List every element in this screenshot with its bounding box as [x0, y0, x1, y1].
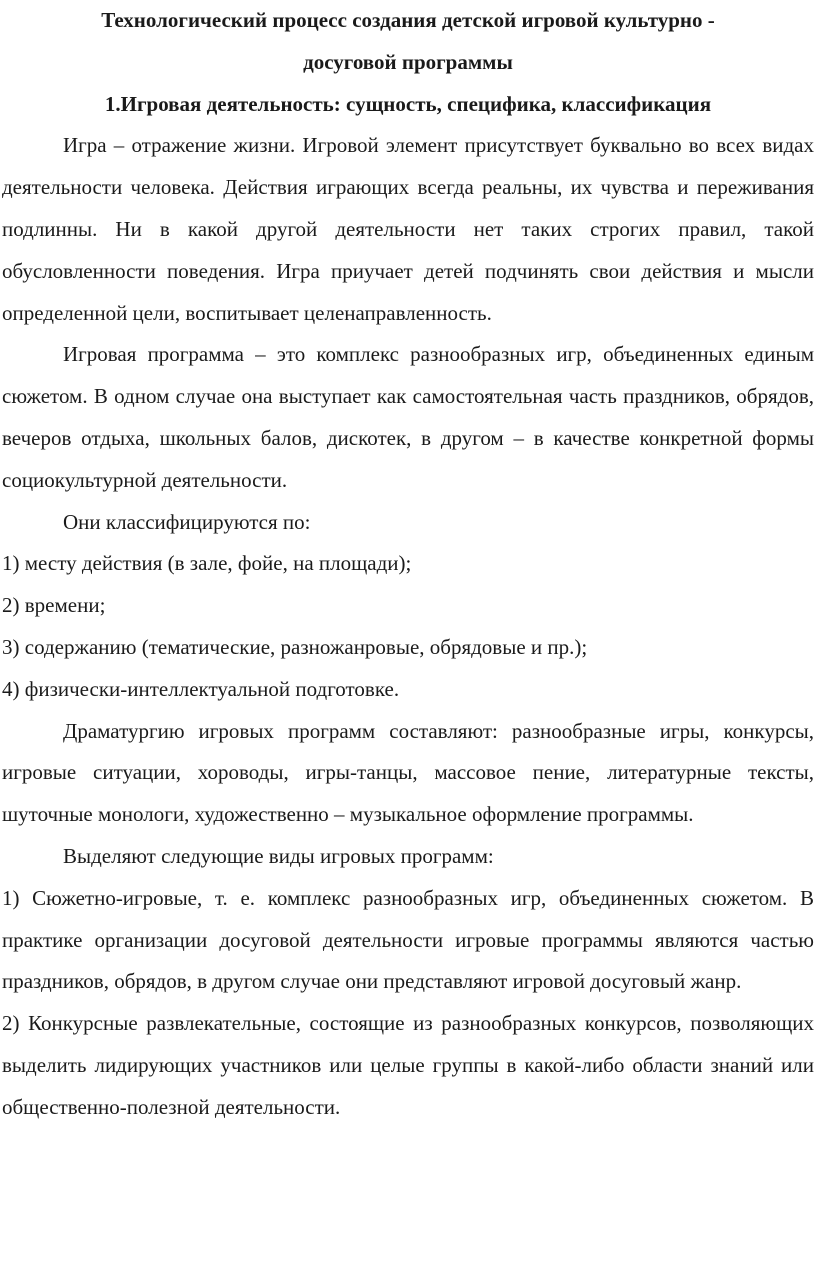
paragraph-game-program: Игровая программа – это комплекс разнообразных игр, объединенных единым сюжетом. В одном случае она выступает как самостоятельная часть праздников, обрядов, вечеров отдыха, школьных балов, дискотек, в другом – в качестве конкретной формы социокультурной деятельности.: [2, 342, 814, 492]
classification-item: 2) времени;: [2, 593, 106, 618]
classification-item: 1) месту действия (в зале, фойе, на площади);: [2, 551, 412, 576]
paragraph-types-intro: Выделяют следующие виды игровых программ:: [63, 843, 494, 868]
program-type-item: 2) Конкурсные развлекательные, состоящие из разнообразных конкурсов, позволяющих выделить лидирующих участников или целые группы в какой-либо области знаний или общественно-полезной деятельности.: [2, 1011, 814, 1119]
section-heading: 1.Игровая деятельность: сущность, специфика, классификация: [104, 91, 712, 116]
classification-item: 3) содержанию (тематические, разножанровые, обрядовые и пр.);: [2, 634, 588, 659]
paragraph-dramaturgy: Драматургию игровых программ составляют: разнообразные игры, конкурсы, игровые ситуации, хороводы, игры-танцы, массовое пение, литературные тексты, шуточные монологи, художественно – музыкальное оформление программы.: [2, 718, 814, 827]
classification-item: 4) физически-интеллектуальной подготовке.: [2, 676, 400, 701]
program-type-item: 1) Сюжетно-игровые, т. е. комплекс разнообразных игр, объединенных сюжетом. В практике организации досуговой деятельности игровые программы являются частью праздников, обрядов, в другом случае они представляют игровой досуговый жанр.: [2, 885, 814, 994]
document-title-line-1: Технологический процесс создания детской игровой культурно -: [101, 8, 715, 32]
document-title-line-2: досуговой программы: [303, 49, 513, 74]
paragraph-classification-intro: Они классифицируются по:: [63, 509, 311, 534]
paragraph-game-reflection: Игра – отражение жизни. Игровой элемент присутствует буквально во всех видах деятельности человека. Действия играющих всегда реальны, их чувства и переживания подлинны. Ни в какой другой деятельности нет таких строгих правил, такой обусловленности поведения. Игра приучает детей подчинять свои действия и мысли определенной цели, воспитывает целенаправленность.: [2, 133, 814, 325]
